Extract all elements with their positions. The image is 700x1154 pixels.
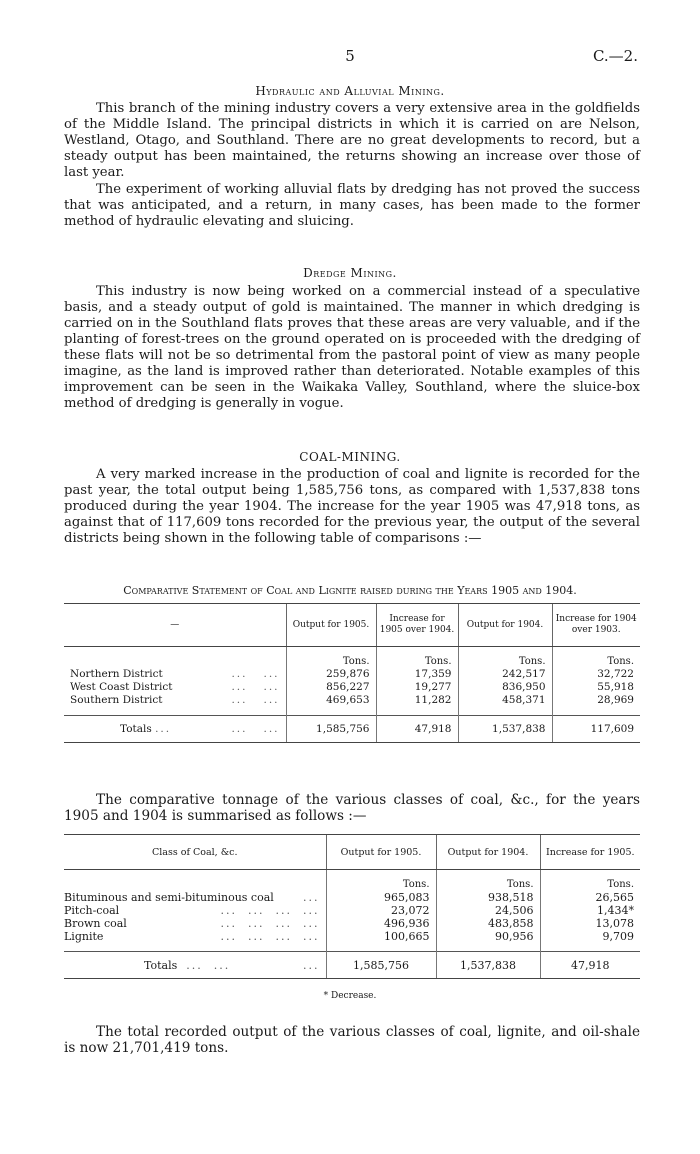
table-row: Pitch-coal ... ... ... ... 23,072 24,506 1,434* <box>64 904 640 917</box>
unit-label: Tons. <box>326 870 436 892</box>
totals-row: Totals ... ... ... 1,585,756 47,918 1,537,838 117,609 <box>64 716 640 743</box>
cell-increase-1905: 13,078 <box>540 917 640 930</box>
table-row: Bituminous and semi-bituminous coal ... 965,083 938,518 26,565 <box>64 891 640 904</box>
paragraph-coal-1: A very marked increase in the production of coal and lignite is recorded for the past year, the total output being 1,585,756 tons, as compared with 1,537,838 tons produced during the year 1904. The increase for the year 1905 was 47,918 tons, as against that of 117,609 tons recorded for the previous year, the output of the several districts being shown in the following table of comparisons :— <box>64 467 640 546</box>
cell-output-1905: 23,072 <box>326 904 436 917</box>
column-header-class: Class of Coal, &c. <box>64 835 326 870</box>
column-header-output-1905: Output for 1905. <box>326 835 436 870</box>
table-row: Lignite ... ... ... ... 100,665 90,956 9,709 <box>64 930 640 952</box>
table-row: Southern District ... ... 469,653 11,282 458,371 28,969 <box>64 694 640 716</box>
table-header-row <box>64 835 640 870</box>
total-output-1904: 1,537,838 <box>458 716 552 743</box>
footnote: * Decrease. <box>323 991 377 1001</box>
section-title-coal: COAL-MINING. <box>299 450 401 464</box>
paragraph-dredge-1: This industry is now being worked on a commercial instead of a speculative basis, and a steady output of gold is maintained. The manner in which dredging is carried on in the Southland flats proves that these areas are very valuable, and if the planting of forest-trees on the ground operated on is proceeded with the dredging of these flats will not be so detrimental from the pastoral point of view as many people imagine, as the land is improved rather than deteriorated. Notable examples of this improvement can be seen in the Waikaka Valley, Southland, where the sluice-box method of dredging is generally in vogue. <box>64 284 640 411</box>
table1-caption: Comparative Statement of Coal and Lignite raised during the Years 1905 and 1904. <box>123 584 577 597</box>
total-output-1905: 1,585,756 <box>326 952 436 979</box>
unit-label: Tons. <box>286 647 376 669</box>
cell-output-1904: 90,956 <box>436 930 540 952</box>
cell-increase-1905: 17,359 <box>376 668 458 681</box>
total-increase-1904: 117,609 <box>552 716 640 743</box>
coal-classes-table <box>64 834 640 979</box>
table-row: West Coast District ... ... 856,227 19,277 836,950 55,918 <box>64 681 640 694</box>
totals-label: Totals <box>144 959 178 972</box>
row-label: West Coast District <box>70 681 173 693</box>
total-output-1904: 1,537,838 <box>436 952 540 979</box>
cell-output-1905: 100,665 <box>326 930 436 952</box>
unit-label: Tons. <box>458 647 552 669</box>
cell-output-1904: 24,506 <box>436 904 540 917</box>
column-header-increase-1905: Increase for 1905 over 1904. <box>376 604 458 647</box>
paragraph-hydraulic-2: The experiment of working alluvial flats by dredging has not proved the success that was anticipated, and a return, in many cases, has been made to the former method of hydraulic elevating and sluicing. <box>64 182 640 229</box>
cell-increase-1905: 19,277 <box>376 681 458 694</box>
unit-label: Tons. <box>552 647 640 669</box>
row-label: Southern District <box>70 694 163 706</box>
page-number: 5 <box>345 47 355 65</box>
cell-increase-1905: 26,565 <box>540 891 640 904</box>
cell-output-1904: 836,950 <box>458 681 552 694</box>
coal-districts-table <box>64 603 640 743</box>
row-label: Northern District <box>70 668 163 680</box>
page-header <box>0 47 700 69</box>
column-header-increase-1904: Increase for 1904 over 1903. <box>552 604 640 647</box>
cell-increase-1905: 11,282 <box>376 694 458 716</box>
total-increase-1905: 47,918 <box>376 716 458 743</box>
table-row: Brown coal ... ... ... ... 496,936 483,858 13,078 <box>64 917 640 930</box>
cell-output-1905: 469,653 <box>286 694 376 716</box>
row-label: Brown coal <box>64 917 127 930</box>
unit-label: Tons. <box>436 870 540 892</box>
totals-row: Totals ... ... ... 1,585,756 1,537,838 47,918 <box>64 952 640 979</box>
cell-output-1904: 938,518 <box>436 891 540 904</box>
unit-label: Tons. <box>376 647 458 669</box>
paragraph-hydraulic-1: This branch of the mining industry covers a very extensive area in the goldfields of the Middle Island. The principal districts in which it is carried on are Nelson, Westland, Otago, and Southland. There are no great developments to record, but a steady output has been maintained, the returns showing an increase over those of last year. <box>64 101 640 180</box>
table-header-row <box>64 604 640 647</box>
cell-output-1905: 259,876 <box>286 668 376 681</box>
column-header-output-1904: Output for 1904. <box>436 835 540 870</box>
row-label: Lignite <box>64 930 104 943</box>
column-header-district: — <box>64 604 286 647</box>
paragraph-closing: The total recorded output of the various classes of coal, lignite, and oil-shale is now 21,701,419 tons. <box>64 1024 640 1056</box>
cell-increase-1904: 55,918 <box>552 681 640 694</box>
units-row <box>64 647 640 669</box>
totals-label: Totals <box>120 723 152 735</box>
total-output-1905: 1,585,756 <box>286 716 376 743</box>
cell-output-1904: 242,517 <box>458 668 552 681</box>
cell-output-1905: 856,227 <box>286 681 376 694</box>
units-row <box>64 870 640 892</box>
section-title-hydraulic: Hydraulic and Alluvial Mining. <box>255 84 445 98</box>
document-reference: C.—2. <box>592 47 638 65</box>
row-label: Bituminous and semi-bituminous coal <box>64 891 274 904</box>
cell-increase-1904: 32,722 <box>552 668 640 681</box>
section-title-dredge: Dredge Mining. <box>303 266 397 280</box>
row-label: Pitch-coal <box>64 904 120 917</box>
paragraph-classes: The comparative tonnage of the various classes of coal, &c., for the years 1905 and 1904 is summarised as follows :— <box>64 792 640 824</box>
cell-output-1904: 483,858 <box>436 917 540 930</box>
column-header-output-1904: Output for 1904. <box>458 604 552 647</box>
column-header-increase-1905: Increase for 1905. <box>540 835 640 870</box>
column-header-output-1905: Output for 1905. <box>286 604 376 647</box>
cell-output-1905: 496,936 <box>326 917 436 930</box>
cell-output-1905: 965,083 <box>326 891 436 904</box>
unit-label: Tons. <box>540 870 640 892</box>
cell-increase-1905: 1,434* <box>540 904 640 917</box>
cell-increase-1904: 28,969 <box>552 694 640 716</box>
cell-output-1904: 458,371 <box>458 694 552 716</box>
total-increase-1905: 47,918 <box>540 952 640 979</box>
table-row: Northern District ... ... 259,876 17,359 242,517 32,722 <box>64 668 640 681</box>
cell-increase-1905: 9,709 <box>540 930 640 952</box>
